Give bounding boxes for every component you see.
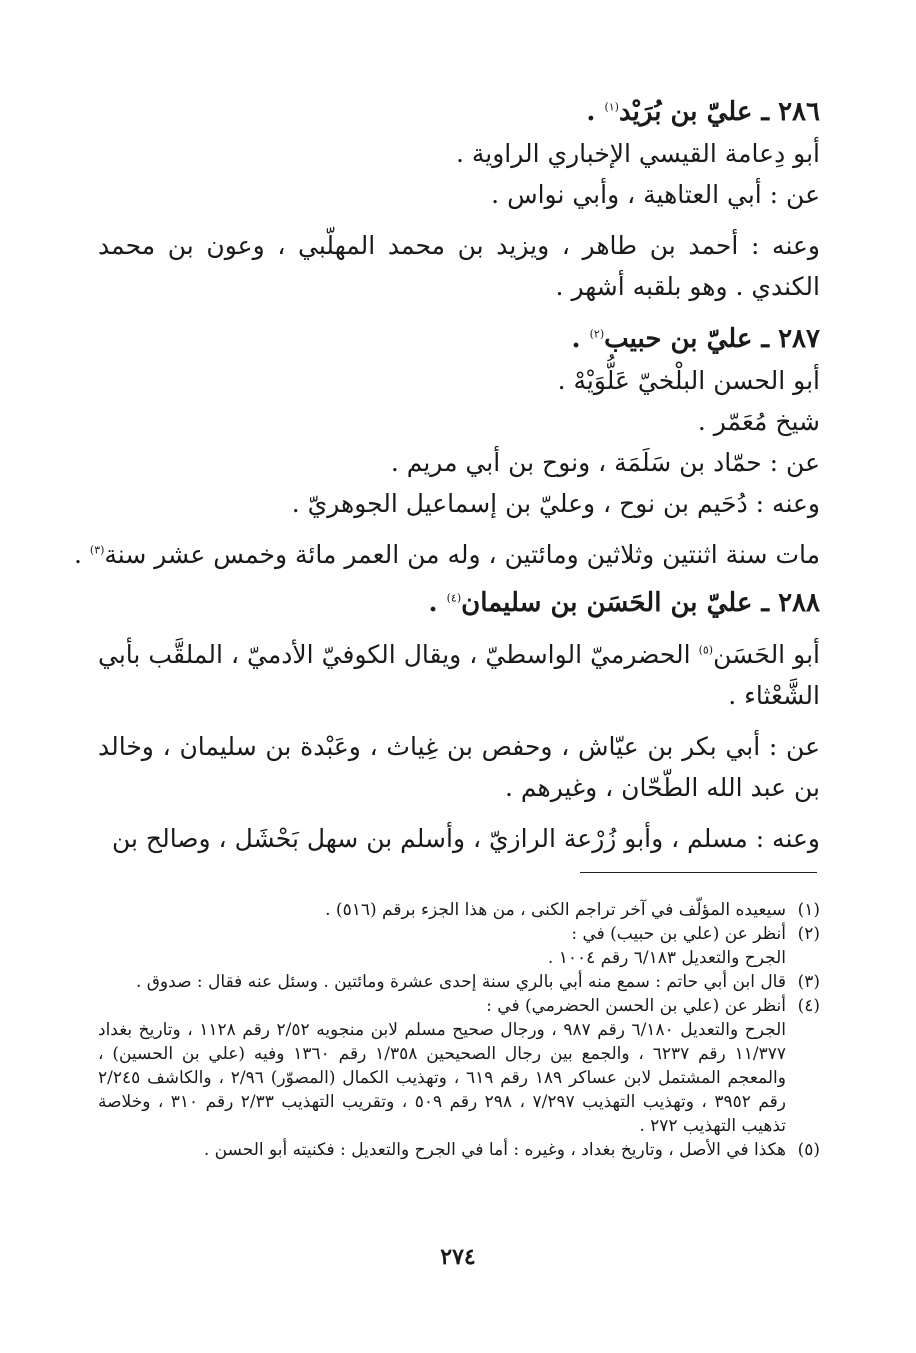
footnote-number: (٢) bbox=[797, 924, 820, 944]
death-note: مات سنة اثنتين وثلاثين ومائتين ، وله من العمر مائة وخمس عشر سنة$^{(٣)}$ . bbox=[73, 540, 820, 569]
footnote-number: (٣) bbox=[797, 972, 820, 992]
entry-title: ٢٨٨ ـ عليّ بن الحَسَن بن سليمان$^{(٤)}$ . bbox=[428, 588, 820, 618]
footnote-ref[interactable]: (٥) bbox=[698, 643, 714, 657]
footnote-text: سيعيده المؤلّف في آخر تراجم الكنى ، من هذا الجزء برقم (٥١٦) . bbox=[325, 900, 786, 920]
entry-line: شيخ مُعَمّر . bbox=[697, 407, 820, 436]
footnote-ref[interactable]: (١) bbox=[604, 100, 619, 114]
entry-line: أبو دِعامة القيسي الإخباري الراوية . bbox=[455, 139, 820, 168]
footnote-number: (١) bbox=[797, 900, 820, 920]
footnote-ref[interactable]: (٤) bbox=[446, 591, 462, 605]
footnote-ref[interactable]: (٢) bbox=[589, 327, 605, 341]
entry-title: ٢٨٦ ـ عليّ بن بُرَيْد$^{(١)}$ . bbox=[586, 97, 820, 127]
footnote-text: الجرح والتعديل ٦/١٨٣ رقم ١٠٠٤ . bbox=[547, 948, 786, 968]
footnote-number: (٤) bbox=[797, 996, 820, 1016]
footnote-text: أنظر عن (علي بن حبيب) في : bbox=[571, 924, 786, 944]
entry-paragraph: أبو الحَسَن$^{(٥)}$ الحضرميّ الواسطيّ ، ويقال الكوفيّ الأدميّ ، الملقَّب بأبي الشَّعْثاء . bbox=[98, 640, 820, 710]
footnote-text: أنظر عن (علي بن الحسن الحضرمي) في : bbox=[486, 996, 786, 1016]
footnote-text: هكذا في الأصل ، وتاريخ بغداد ، وغيره : أما في الجرح والتعديل : فكنيته أبو الحسن . bbox=[203, 1140, 786, 1160]
entry-line: عن : أبي العتاهية ، وأبي نواس . bbox=[491, 180, 820, 209]
footnote bbox=[98, 922, 820, 970]
footnote bbox=[98, 994, 820, 1138]
footnote-text: قال ابن أبي حاتم : سمع منه أبي بالري سنة إحدى عشرة ومائتين . وسئل عنه فقال : صدوق . bbox=[135, 972, 786, 992]
entry-line: عن : حمّاد بن سَلَمَة ، ونوح بن أبي مريم . bbox=[390, 448, 820, 477]
footnote-separator bbox=[580, 872, 817, 873]
entry-paragraph: عن : أبي بكر بن عيّاش ، وحفص بن غِياث ، وعَبْدة بن سليمان ، وخالد بن عبد الله الطّحّان ، وغيرهم . bbox=[98, 732, 820, 802]
footnote-ref[interactable]: (٣) bbox=[89, 543, 105, 557]
main-text bbox=[73, 92, 820, 859]
footnote bbox=[98, 1138, 820, 1162]
entry-paragraph: وعنه : مسلم ، وأبو زُرْعة الرازيّ ، وأسلم بن سهل بَحْشَل ، وصالح بن bbox=[112, 824, 820, 853]
entry-title: ٢٨٧ ـ عليّ بن حبيب$^{(٢)}$ . bbox=[571, 324, 820, 354]
footnote bbox=[98, 898, 820, 922]
page-number: ٢٧٤ bbox=[440, 1244, 476, 1270]
footnotes bbox=[98, 898, 820, 1162]
entry-paragraph: وعنه : أحمد بن طاهر ، ويزيد بن محمد المهلّبي ، وعون بن محمد الكندي . وهو بلقبه أشهر . bbox=[98, 231, 820, 301]
entry-line: وعنه : دُحَيم بن نوح ، وعليّ بن إسماعيل الجوهريّ . bbox=[291, 489, 820, 518]
entry-286 bbox=[98, 92, 820, 307]
entry-287 bbox=[73, 319, 820, 575]
entry-line: أبو الحسن البلْخيّ عَلُّوَيْهْ . bbox=[557, 366, 820, 395]
entry-288 bbox=[98, 583, 820, 859]
footnote-text: الجرح والتعديل ٦/١٨٠ رقم ٩٨٧ ، ورجال صحيح مسلم لابن منجويه ٢/٥٢ رقم ١١٢٨ ، وتاريخ بغداد ١١/٣٧٧ رقم ٦٢٣٧ ، والجمع بين رجال الصحيحين ١/٣٥٨ رقم ١٣٦٠ وفيه (علي بن الحسين) ، والمعجم المشتمل لابن عساكر ١٨٩ رقم ٦١٩ ، وتهذيب الكمال (المصوّر) ٢/٩٦ ، والكاشف ٢/٢٤٥ رقم ٣٩٥٢ ، وتهذيب التهذيب ٧/٢٩٧ ، ٢٩٨ رقم ٥٠٩ ، وتقريب التهذيب ٢/٣٣ رقم ٣١٠ ، وخلاصة تذهيب التهذيب ٢٧٢ . bbox=[98, 1020, 787, 1136]
footnote bbox=[98, 970, 820, 994]
footnote-number: (٥) bbox=[797, 1140, 820, 1160]
